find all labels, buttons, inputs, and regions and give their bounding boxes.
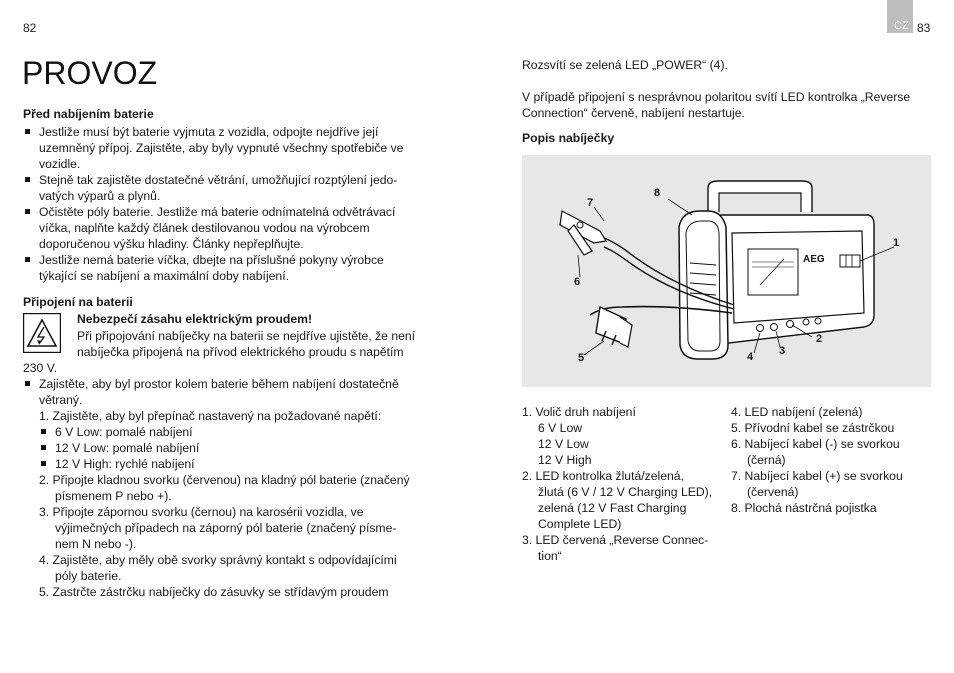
list-item: 6 V Low: pomalé nabíjení [55, 425, 193, 439]
legend-item: 5. Přívodní kabel se zástrčkou [731, 421, 895, 435]
list-item: týkající se nabíjení a maximální doby nabíjení. [39, 269, 289, 283]
warning-text: Při připojování nabíječky na baterii se nejdříve ujistěte, že není [77, 329, 416, 343]
list-item: 12 V High: rychlé nabíjení [55, 457, 195, 471]
legend-item: 12 V Low [538, 437, 589, 451]
list-item: 1. Zajistěte, aby byl přepínač nastavený na požadované napětí: [39, 409, 382, 423]
list-item: víčka, naplňte každý článek destilovanou vodou na výrobcem [39, 221, 370, 235]
page-number-right: 83 [917, 21, 931, 35]
list-item: 5. Zastrčte zástrčku nabíječky do zásuvky se střídavým proudem [39, 585, 389, 599]
callout-2: 2 [816, 333, 823, 345]
section-heading-connection: Připojení na baterii [23, 295, 133, 309]
warning-title: Nebezpečí zásahu elektrickým proudem! [77, 312, 313, 326]
list-item: vatých výparů a plynů. [39, 189, 161, 203]
list-item: nem N nebo -). [55, 537, 137, 551]
language-tab: CZ [887, 0, 913, 33]
callout-8: 8 [654, 187, 661, 199]
warning-text-tail: 230 V. [23, 361, 58, 375]
legend-item: 8. Plochá nástrčná pojistka [731, 501, 877, 515]
device-brand-label: AEG [803, 254, 825, 265]
list-item: Jestliže musí být baterie vyjmuta z vozidla, odpojte nejdříve její [39, 125, 379, 139]
legend-item: 6. Nabíjecí kabel (-) se svorkou [731, 437, 900, 451]
bullet-icon [25, 209, 30, 214]
bullet-icon [25, 381, 30, 386]
section-heading-charger-description: Popis nabíječky [522, 131, 615, 145]
legend-item: 1. Volič druh nabíjení [522, 405, 636, 419]
list-item: vozidle. [39, 157, 81, 171]
intro-text: Rozsvítí se zelená LED „POWER“ (4). [522, 58, 728, 72]
callout-1: 1 [893, 237, 900, 249]
legend-item: (černá) [747, 453, 786, 467]
bullet-icon [25, 129, 30, 134]
list-item: Zajistěte, aby byl prostor kolem baterie během nabíjení dostatečně [39, 377, 399, 391]
list-item: uzemněný přípoj. Zajistěte, aby byly vypnuté všechny spotřebiče ve [39, 141, 404, 155]
legend-item: tion“ [538, 549, 562, 563]
charger-illustration [522, 155, 931, 387]
legend-item: 12 V High [538, 453, 592, 467]
legend-item: zelená (12 V Fast Charging [538, 501, 687, 515]
callout-4: 4 [747, 351, 754, 363]
legend-item: Complete LED) [538, 517, 622, 531]
list-item: Očistěte póly baterie. Jestliže má baterie odnímatelná odvětrávací [39, 205, 396, 219]
list-item: 3. Připojte zápornou svorku (černou) na karosérii vozidla, ve [39, 505, 364, 519]
list-item: větraný. [39, 393, 83, 407]
legend-item: 2. LED kontrolka žlutá/zelená, [522, 469, 684, 483]
list-item: 4. Zajistěte, aby měly obě svorky správný kontakt s odpovídajícími [39, 553, 397, 567]
callout-5: 5 [578, 352, 585, 364]
page-title: PROVOZ [22, 55, 158, 91]
warning-text: nabíječka připojená na přívod elektrického proudu s napětím [77, 345, 404, 359]
section-heading-before-charging: Před nabíjením baterie [23, 107, 154, 121]
callout-6: 6 [574, 276, 581, 288]
bullet-icon [41, 445, 46, 450]
electric-hazard-icon [23, 313, 61, 353]
bullet-icon [41, 429, 46, 434]
legend-item: (červená) [747, 485, 799, 499]
list-item: Jestliže nemá baterie víčka, dbejte na příslušné pokyny výrobce [39, 253, 384, 267]
legend-item: 6 V Low [538, 421, 583, 435]
list-item: póly baterie. [55, 569, 122, 583]
callout-3: 3 [779, 345, 786, 357]
list-item: 12 V Low: pomalé nabíjení [55, 441, 200, 455]
page-number-left: 82 [23, 21, 37, 35]
callout-7: 7 [587, 197, 594, 209]
legend-item: 4. LED nabíjení (zelená) [731, 405, 863, 419]
list-item: 2. Připojte kladnou svorku (červenou) na kladný pól baterie (značený [39, 473, 410, 487]
bullet-icon [25, 177, 30, 182]
bullet-icon [25, 257, 30, 262]
legend-item: žlutá (6 V / 12 V Charging LED), [538, 485, 713, 499]
bullet-icon [41, 461, 46, 466]
intro-text: Connection“ červeně, nabíjení nestartuje. [522, 106, 745, 120]
list-item: doporučenou výšku hladiny. Články nepřeplňujte. [39, 237, 304, 251]
list-item: písmenem P nebo +). [55, 489, 172, 503]
list-item: výjimečných případech na záporný pól baterie (značený písme- [55, 521, 397, 535]
legend-item: 7. Nabíjecí kabel (+) se svorkou [731, 469, 903, 483]
list-item: Stejně tak zajistěte dostatečné větrání, umožňující rozptýlení jedo- [39, 173, 398, 187]
intro-text: V případě připojení s nesprávnou polaritou svítí LED kontrolka „Reverse [522, 90, 911, 104]
legend-item: 3. LED červená „Reverse Connec- [522, 533, 709, 547]
